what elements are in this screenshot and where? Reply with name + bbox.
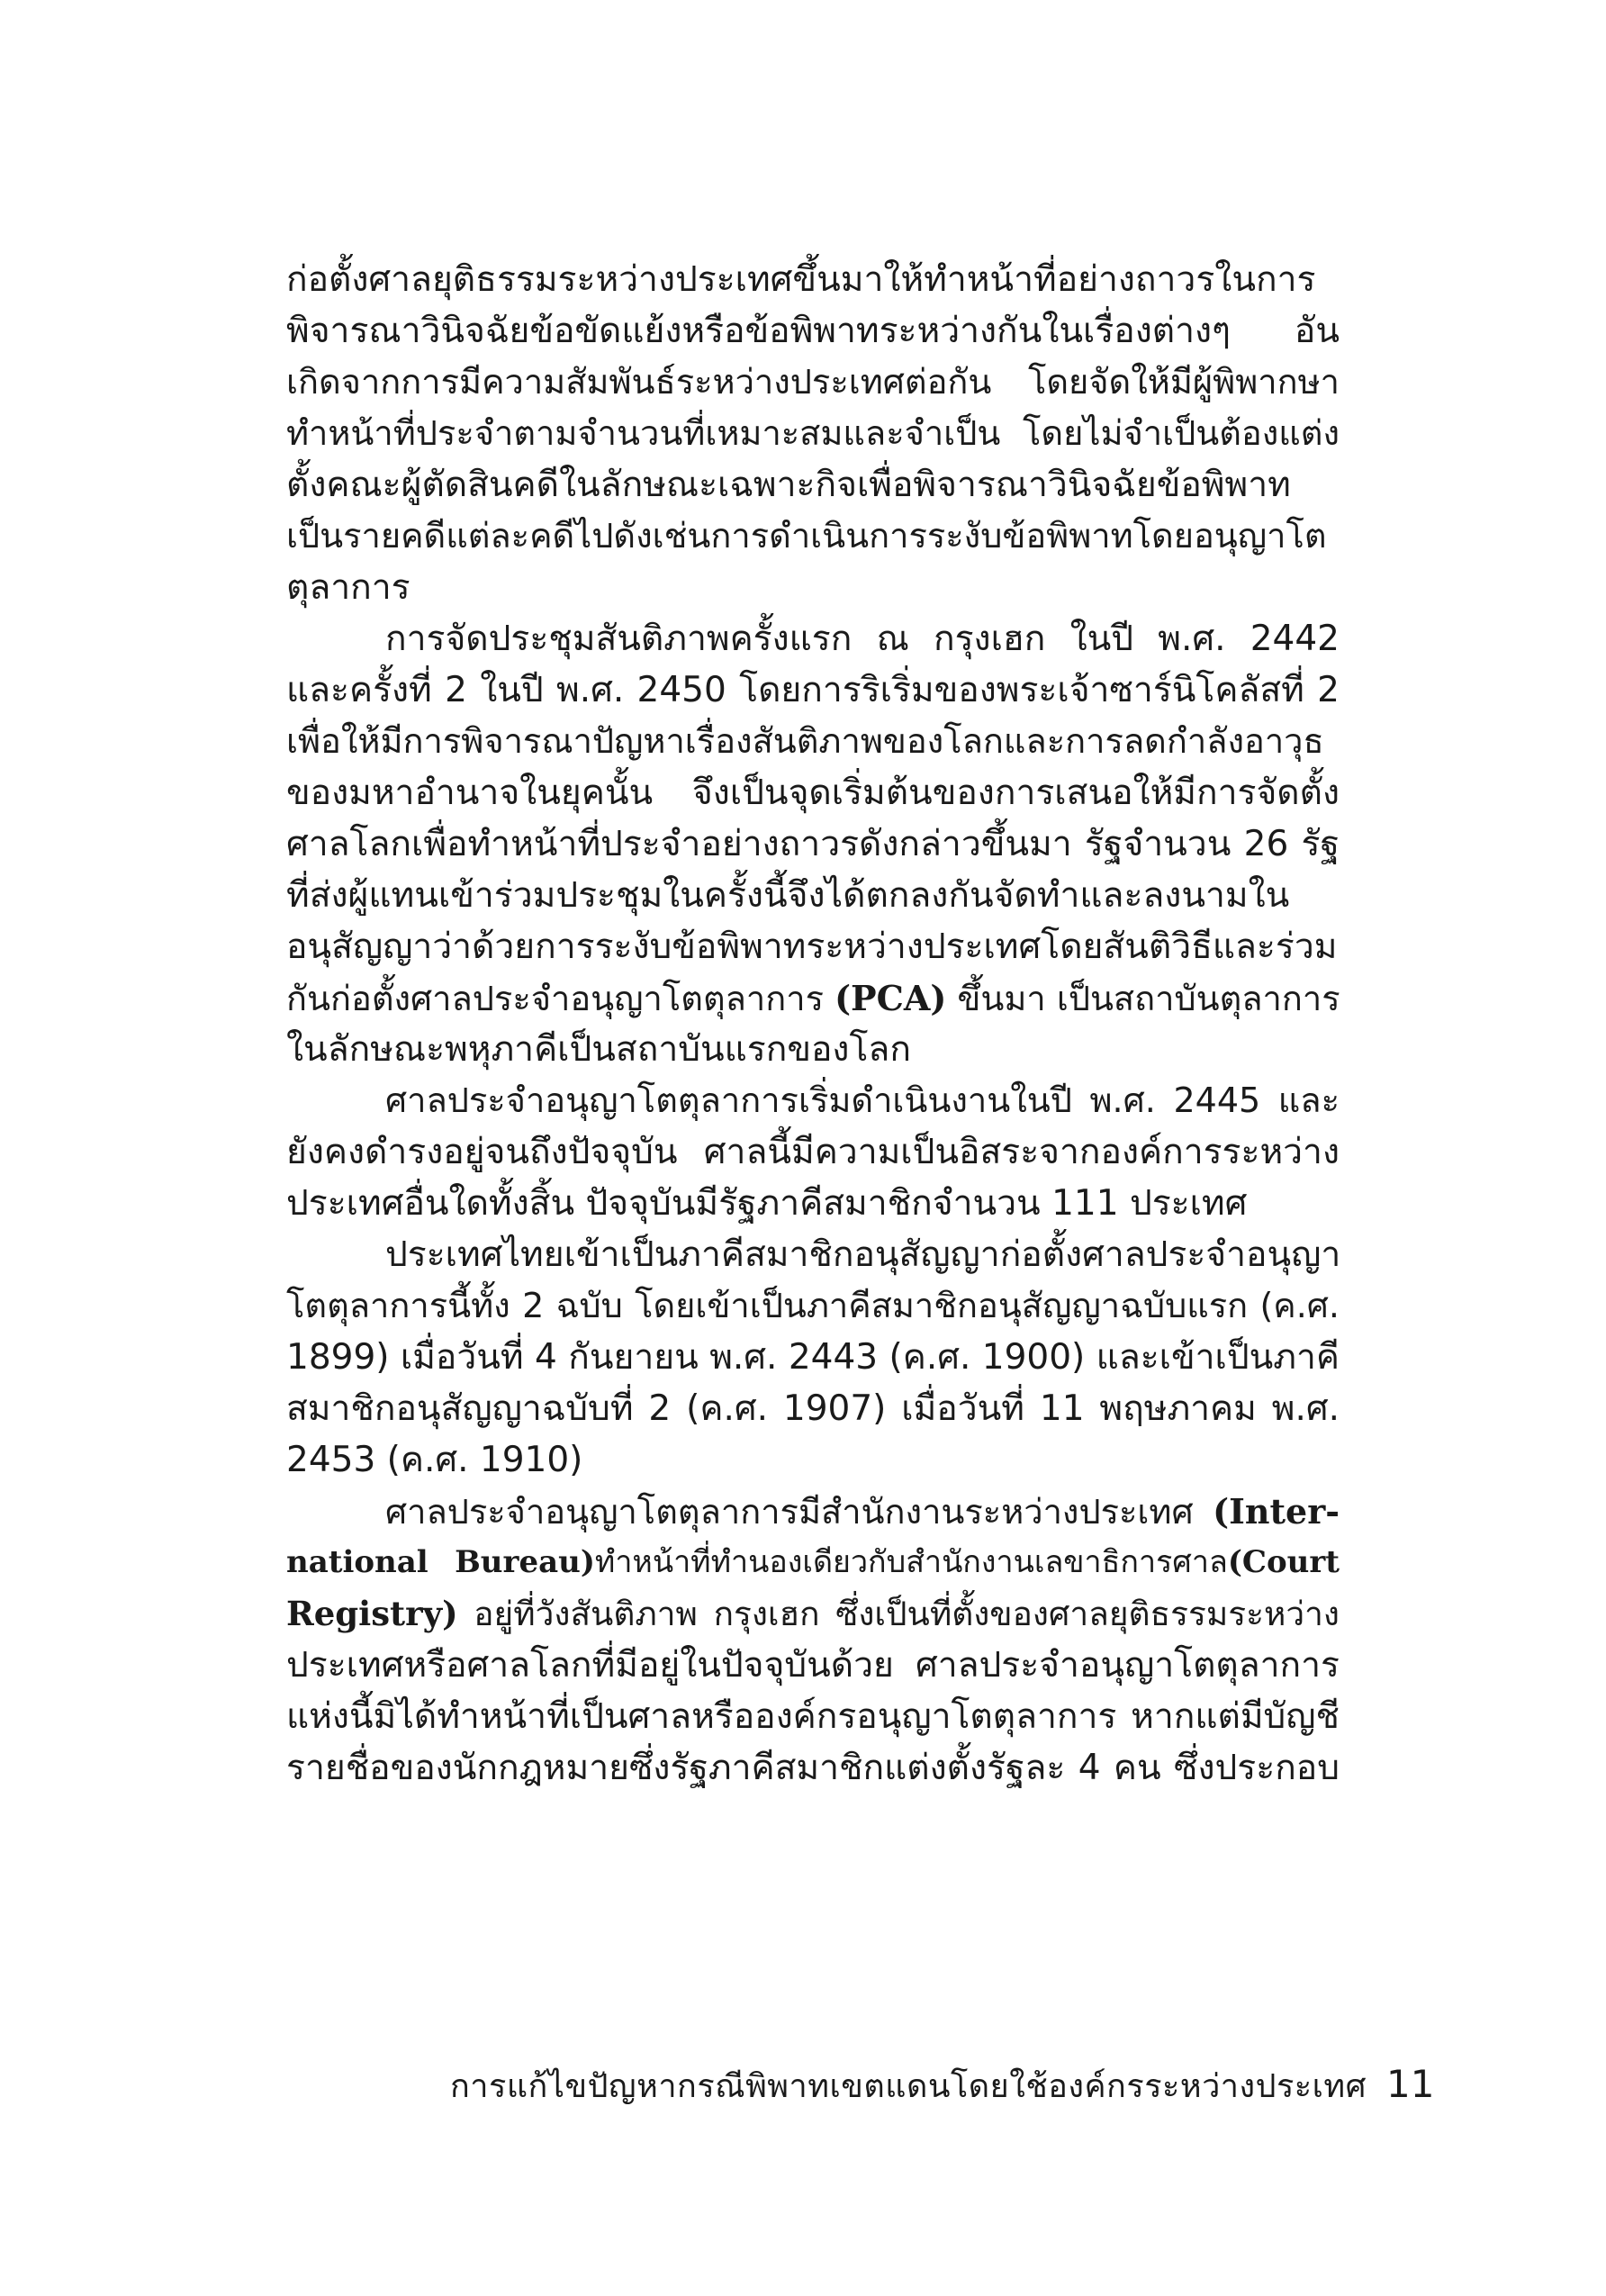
text-line (286, 972, 1340, 1024)
text-line (286, 1588, 1340, 1640)
text-line: แห่งนี้มิได้ทำหน้าที่เป็นศาลหรือองค์กรอนุญาโตตุลาการ หากแต่มีบัญชี (286, 1696, 1340, 1737)
text-line: ยังคงดำรงอยู่จนถึงปัจจุบัน ศาลนี้มีความเป็นอิสระจากองค์การระหว่าง (286, 1132, 1340, 1172)
text-segment: ขึ้นมา เป็นสถาบันตุลาการ (946, 979, 1340, 1018)
text-line: ศาลโลกเพื่อทำหน้าที่ประจำอย่างถาวรดังกล่าวขึ้นมา รัฐจำนวน 26 รัฐ (286, 824, 1340, 864)
text-line: โตตุลาการนี้ทั้ง 2 ฉบับ โดยเข้าเป็นภาคีสมาชิกอนุสัญญาฉบับแรก (ค.ศ. (286, 1286, 1340, 1325)
latin-term: Registry) (286, 1594, 458, 1633)
paragraph-3 (286, 1075, 1340, 1229)
text-line: 2453 (ค.ศ. 1910) (286, 1440, 583, 1480)
text-line: ก่อตั้งศาลยุติธรรมระหว่างประเทศขึ้นมาให้ทำหน้าที่อย่างถาวรในการ (286, 259, 1316, 300)
text-line: ที่ส่งผู้แทนเข้าร่วมประชุมในครั้งนี้จึงได้ตกลงกันจัดทำและลงนามใน (286, 875, 1290, 916)
paragraph-5 (286, 1486, 1340, 1794)
page-footer (450, 2060, 1435, 2114)
text-segment: ศาลประจำอนุญาโตตุลาการมีสำนักงานระหว่างประเทศ (385, 1492, 1214, 1532)
latin-term: national Bureau) (286, 1544, 595, 1580)
text-line: การจัดประชุมสันติภาพครั้งแรก ณ กรุงเฮก ในปี พ.ศ. 2442 (385, 619, 1340, 659)
text-line: และครั้งที่ 2 ในปี พ.ศ. 2450 โดยการริเริ่มของพระเจ้าซาร์นิโคลัสที่ 2 (286, 670, 1340, 710)
text-line: ประเทศอื่นใดทั้งสิ้น ปัจจุบันมีรัฐภาคีสมาชิกจำนวน 111 ประเทศ (286, 1183, 1248, 1224)
text-segment: กันก่อตั้งศาลประจำอนุญาโตตุลาการ (286, 979, 835, 1018)
text-line: ทำหน้าที่ประจำตามจำนวนที่เหมาะสมและจำเป็น โดยไม่จำเป็นต้องแต่ง (286, 413, 1340, 453)
text-segment: อยู่ที่วังสันติภาพ กรุงเฮก ซึ่งเป็นที่ตั้งของศาลยุติธรรมระหว่าง (457, 1595, 1340, 1633)
running-title: การแก้ไขปัญหากรณีพิพาทเขตแดนโดยใช้องค์กรระหว่างประเทศ (450, 2068, 1367, 2105)
latin-term: (Inter- (1213, 1491, 1340, 1532)
text-line: อนุสัญญาว่าด้วยการระงับข้อพิพาทระหว่างประเทศโดยสันติวิธีและร่วม (286, 927, 1338, 967)
text-line: พิจารณาวินิจฉัยข้อขัดแย้งหรือข้อพิพาทระหว่างกันในเรื่องต่างๆ อัน (286, 311, 1340, 351)
text-line: ตั้งคณะผู้ตัดสินคดีในลักษณะเฉพาะกิจเพื่อพิจารณาวินิจฉัยข้อพิพาท (286, 465, 1291, 505)
text-line: ศาลประจำอนุญาโตตุลาการเริ่มดำเนินงานในปี พ.ศ. 2445 และ (385, 1080, 1340, 1120)
body-text (286, 254, 1340, 1794)
text-line (286, 1486, 1340, 1537)
paragraph-4 (286, 1229, 1340, 1486)
paragraph-1 (286, 254, 1340, 613)
text-line: เป็นรายคดีแต่ละคดีไปดังเช่นการดำเนินการระงับข้อพิพาทโดยอนุญาโต (286, 516, 1327, 556)
text-segment: ทำหน้าที่ทำนองเดียวกับสำนักงานเลขาธิการศาล (594, 1544, 1228, 1580)
text-line: ตุลาการ (286, 567, 411, 608)
text-line: ประเทศหรือศาลโลกที่มีอยู่ในปัจจุบันด้วย ศาลประจำอนุญาโตตุลาการ (286, 1645, 1340, 1686)
text-line: สมาชิกอนุสัญญาฉบับที่ 2 (ค.ศ. 1907) เมื่อวันที่ 11 พฤษภาคม พ.ศ. (286, 1388, 1340, 1429)
latin-term: (Court (1227, 1544, 1340, 1580)
text-line: 1899) เมื่อวันที่ 4 กันยายน พ.ศ. 2443 (ค.ศ. 1900) และเข้าเป็นภาคี (286, 1337, 1340, 1378)
text-line: ในลักษณะพหุภาคีเป็นสถาบันแรกของโลก (286, 1029, 911, 1070)
text-line: ของมหาอำนาจในยุคนั้น จึงเป็นจุดเริ่มต้นของการเสนอให้มีการจัดตั้ง (286, 773, 1340, 813)
pca-abbreviation: (PCA) (835, 978, 947, 1018)
text-line: เพื่อให้มีการพิจารณาปัญหาเรื่องสันติภาพของโลกและการลดกำลังอาวุธ (286, 721, 1324, 761)
text-line: เกิดจากการมีความสัมพันธ์ระหว่างประเทศต่อกัน โดยจัดให้มีผู้พิพากษา (286, 362, 1340, 402)
page-number: 11 (1386, 2062, 1435, 2106)
paragraph-2 (286, 613, 1340, 1075)
text-line (286, 1537, 1340, 1588)
text-line: รายชื่อของนักกฎหมายซึ่งรัฐภาคีสมาชิกแต่งตั้งรัฐละ 4 คน ซึ่งประกอบ (286, 1748, 1340, 1788)
text-line: ประเทศไทยเข้าเป็นภาคีสมาชิกอนุสัญญาก่อตั้งศาลประจำอนุญา (385, 1234, 1341, 1275)
